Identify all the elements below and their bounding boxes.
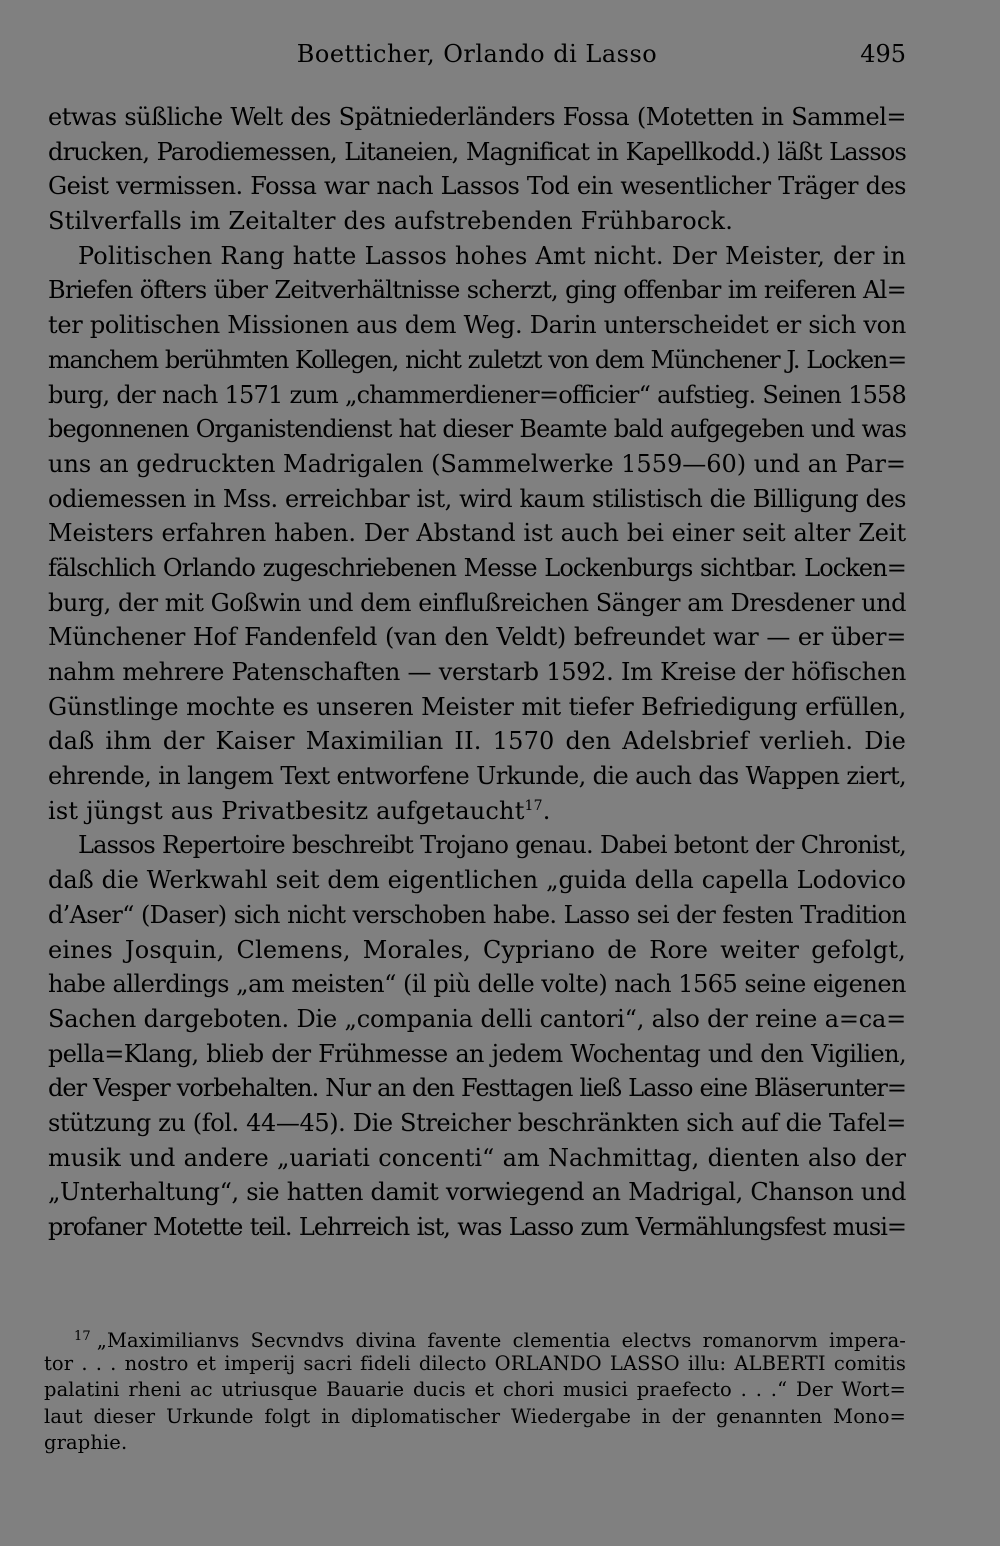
text-line-content: nahm mehrere Patenschaften — verstarb 1592. Im Kreise der höfischen xyxy=(48,658,906,686)
text-line xyxy=(48,828,906,863)
page-number: 495 xyxy=(860,40,906,68)
running-title: Boetticher, Orlando di Lasso xyxy=(296,40,658,68)
footnote-line xyxy=(44,1351,906,1378)
text-line xyxy=(48,1175,906,1210)
main-text xyxy=(48,100,906,1245)
text-line-content: Günstlinge mochte es unseren Meister mit tiefer Befriedigung erfüllen, xyxy=(48,692,906,721)
text-line-tail: . xyxy=(542,796,551,825)
text-line-content: ter politischen Missionen aus dem Weg. Darin unterscheidet er sich von xyxy=(48,311,906,340)
text-line xyxy=(48,794,906,829)
text-line xyxy=(48,1210,906,1245)
footnote-number: 17 xyxy=(74,1329,91,1344)
text-line-content: Politischen Rang hatte Lassos hohes Amt nicht. Der Meister, der in xyxy=(78,241,906,270)
text-line-content: Geist vermissen. Fossa war nach Lassos Tod ein wesentlicher Träger des xyxy=(48,172,906,201)
footnote-reference: 17 xyxy=(524,797,543,814)
text-line xyxy=(48,378,906,413)
text-line xyxy=(48,620,906,655)
footnote-line xyxy=(44,1377,906,1404)
text-line xyxy=(48,482,906,517)
footnote-line-content: „Maximilianvs Secvndvs divina favente clementia electvs romanorvm impera- xyxy=(96,1329,906,1352)
text-line xyxy=(48,551,906,586)
footnote-line-content: palatini rheni ac utriusque Bauarie ducis et chori musici praefecto . . .“ Der Wort= xyxy=(44,1378,906,1402)
text-line-content: eines Josquin, Clemens, Morales, Cypriano de Rore weiter gefolgt, xyxy=(48,935,906,964)
text-line-content: fälschlich Orlando zugeschriebenen Messe Lockenburgs sichtbar. Locken= xyxy=(48,553,906,582)
text-line xyxy=(48,100,906,135)
page-header xyxy=(48,40,906,80)
text-line xyxy=(48,898,906,933)
text-line xyxy=(48,724,906,759)
text-line xyxy=(48,1141,906,1176)
text-line xyxy=(48,239,906,274)
text-line xyxy=(48,1037,906,1072)
text-line-content: „Unterhaltung“, sie hatten damit vorwiegend an Madrigal, Chanson und xyxy=(48,1178,906,1207)
text-line-content: pella=Klang, blieb der Frühmesse an jedem Wochentag und den Vigilien, xyxy=(48,1039,906,1068)
footnote-line-content: graphie. xyxy=(44,1431,128,1455)
footnote-line xyxy=(44,1404,906,1431)
text-line xyxy=(48,933,906,968)
text-line-content: Meisters erfahren haben. Der Abstand ist auch bei einer seit alter Zeit xyxy=(48,519,906,548)
text-line xyxy=(48,135,906,170)
text-line xyxy=(48,863,906,898)
text-line-content: begonnenen Organistendienst hat dieser Beamte bald aufgegeben und was xyxy=(48,415,906,444)
text-line xyxy=(48,1002,906,1037)
text-line-content: Stilverfalls im Zeitalter des aufstrebenden Frühbarock. xyxy=(48,207,734,236)
text-line xyxy=(48,759,906,794)
text-line-content: musik und andere „uariati concenti“ am Nachmittag, dienten also der xyxy=(48,1143,906,1172)
text-line xyxy=(48,169,906,204)
footnote-line xyxy=(44,1430,906,1457)
text-line-content: drucken, Parodiemessen, Litaneien, Magnificat in Kapellkodd.) läßt Lassos xyxy=(48,137,906,166)
text-line-content: etwas süßliche Welt des Spätniederländers Fossa (Motetten in Sammel= xyxy=(48,103,906,131)
text-line-content: burg, der mit Goßwin und dem einflußreichen Sänger am Dresdener und xyxy=(48,588,906,617)
text-line xyxy=(48,447,906,482)
text-line-content: uns an gedruckten Madrigalen (Sammelwerke 1559—60) und an Par= xyxy=(48,449,907,478)
text-line-content: burg, der nach 1571 zum „chammerdiener=officier“ aufstieg. Seinen 1558 xyxy=(48,380,906,409)
text-line xyxy=(48,1106,906,1141)
footnote-line-content: laut dieser Urkunde folgt in diplomatischer Wiedergabe in der genannten Mono= xyxy=(44,1404,906,1428)
text-line-content: daß die Werkwahl seit dem eigentlichen „guida della capella Lodovico xyxy=(48,866,906,895)
text-line-content: odiemessen in Mss. erreichbar ist, wird kaum stilistisch die Billigung des xyxy=(48,484,906,513)
text-line-content: ist jüngst aus Privatbesitz aufgetaucht xyxy=(48,796,525,825)
text-line-content: Sachen dargeboten. Die „compania delli cantori“, also der reine a=ca= xyxy=(48,1004,906,1033)
text-line xyxy=(48,655,906,690)
footnote-line-content: tor . . . nostro et imperij sacri fideli dilecto ORLANDO LASSO illu: ALBERTI comitis xyxy=(44,1351,906,1375)
text-line-content: stützung zu (fol. 44—45). Die Streicher beschränkten sich auf die Tafel= xyxy=(48,1108,906,1137)
text-line-content: ehrende, in langem Text entworfene Urkunde, die auch das Wappen ziert, xyxy=(48,762,907,791)
text-line xyxy=(48,586,906,621)
text-line xyxy=(48,967,906,1002)
text-line xyxy=(48,516,906,551)
text-line xyxy=(48,343,906,378)
footnote-line xyxy=(44,1324,906,1351)
text-line xyxy=(48,690,906,725)
text-line-content: daß ihm der Kaiser Maximilian II. 1570 den Adelsbrief verlieh. Die xyxy=(48,727,906,756)
text-line-content: habe allerdings „am meisten“ (il più delle volte) nach 1565 seine eigenen xyxy=(48,970,906,999)
text-line-content: der Vesper vorbehalten. Nur an den Festtagen ließ Lasso eine Bläserunter= xyxy=(48,1074,906,1103)
text-line xyxy=(48,308,906,343)
text-line xyxy=(48,412,906,447)
footnote-block xyxy=(44,1324,906,1457)
text-line xyxy=(48,204,906,239)
text-line-content: Münchener Hof Fandenfeld (van den Veldt) befreundet war — er über= xyxy=(48,623,906,652)
text-line xyxy=(48,1071,906,1106)
text-line-content: Briefen öfters über Zeitverhältnisse scherzt, ging offenbar im reiferen Al= xyxy=(48,276,906,305)
text-line xyxy=(48,273,906,308)
text-line-content: d’Aser“ (Daser) sich nicht verschoben habe. Lasso sei der festen Tradition xyxy=(48,900,906,929)
text-line-content: manchem berühmten Kollegen, nicht zuletzt von dem Münchener J. Locken= xyxy=(48,345,906,374)
text-line-content: profaner Motette teil. Lehrreich ist, was Lasso zum Vermählungsfest musi= xyxy=(48,1213,906,1241)
text-line-content: Lassos Repertoire beschreibt Trojano genau. Dabei betont der Chronist, xyxy=(78,831,906,860)
